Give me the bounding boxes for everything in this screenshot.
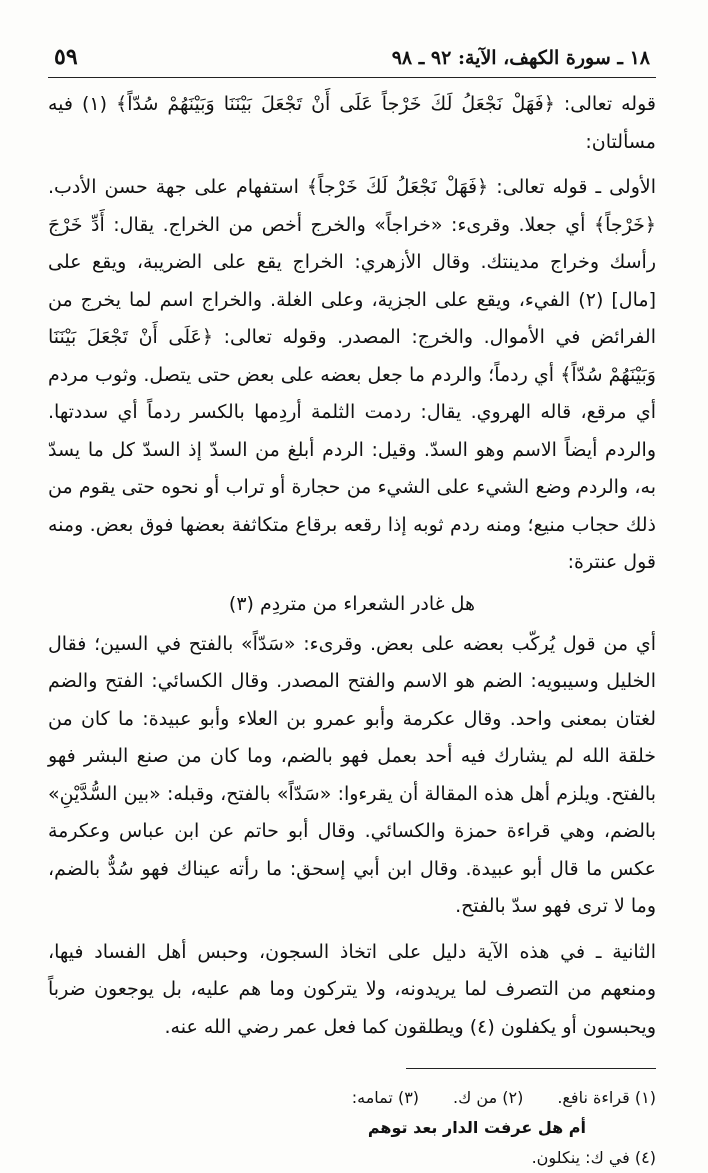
footnote-row [48, 1083, 656, 1113]
page-number: ٥٩ [54, 44, 78, 70]
running-header [48, 44, 656, 78]
footnote-3: (٣) تمامه: [351, 1088, 420, 1107]
paragraph-second-issue: الثانية ـ في هذه الآية دليل على اتخاذ السجون، وحبس أهل الفساد فيها، ومنعهم من التصرف لما يريدونه، ولا يتركون وما هم عليه، بل يوجعون ضرباً ويحبسون أو يكفلون (٤) ويطلقون كما فعل عمر رضي الله عنه. [48, 940, 656, 1038]
paragraph-intro: قوله تعالى: ﴿فَهَلْ نَجْعَلُ لَكَ خَرْجاً عَلَى أَنْ تَجْعَلَ بَيْنَنَا وَبَيْنَهُمْ سُدّاً﴾ (١) فيه مسألتان: [48, 93, 656, 153]
footnote-1: (١) قراءة نافع. [557, 1088, 656, 1107]
footnote-4: (٤) في ك: ينكلون. [531, 1148, 656, 1167]
paragraph-first-issue: الأولى ـ قوله تعالى: ﴿فَهَلْ نَجْعَلُ لَكَ خَرْجاً﴾ استفهام على جهة حسن الأدب. ﴿خَرْجاً﴾ أي جعلا. وقرىء: «خراجاً» والخرج أخص من الخراج. يقال: أَدِّ خَرْجَ رأسك وخراج مدينتك. وقال الأزهري: الخراج يقع على الضريبة، ويقع على [مال] (٢) الفيء، ويقع على الجزية، وعلى الغلة. والخراج اسم لما يخرج من الفرائض في الأموال. والخرج: المصدر. وقوله تعالى: ﴿عَلَى أَنْ تَجْعَلَ بَيْنَنَا وَبَيْنَهُمْ سُدّاً﴾ أي ردماً؛ والردم ما جعل بعضه على بعض حتى يتصل. وثوب مردم أي مرقع، قاله الهروي. يقال: ردمت الثلمة أردِمها بالكسر ردماً أي سددتها. والردم أيضاً الاسم وهو السدّ. وقيل: الردم أبلغ من السدّ إذ السدّ كل ما يسدّ به، والردم وضع الشيء على الشيء من حجارة أو تراب أو نحوه حتى يقوم من ذلك حجاب منيع؛ ومنه ردم ثوبه إذا رقعه برقاع متكاثفة بعضها فوق بعض. ومنه قول عنترة: [48, 176, 656, 573]
footnote-divider [406, 1068, 656, 1069]
footnote-3-verse: أم هل عرفت الدار بعد توهم [367, 1118, 586, 1137]
chapter-title: ١٨ ـ سورة الكهف، الآية: ٩٢ ـ ٩٨ [391, 47, 650, 69]
paragraph-readings: أي من قول يُركّب بعضه على بعض. وقرىء: «سَدّاً» بالفتح في السين؛ فقال الخليل وسيبويه: الضم هو الاسم والفتح المصدر. وقال الكسائي: الفتح والضم لغتان بمعنى واحد. وقال عكرمة وأبو عمرو بن العلاء وأبو عبيدة: ما كان من خلقة الله لم يشارك فيه أحد بعمل فهو بالضم، وما كان من صنع البشر فهو بالفتح. ويلزم أهل هذه المقالة أن يقرءوا: «سَدّاً» بالفتح، وقبله: «بين السُّدَّيْنِ» بالضم، وهي قراءة حمزة والكسائي. وقال أبو حاتم عن ابن عباس وعكرمة عكس ما قال أبو عبيدة. وقال ابن أبي إسحق: ما رأته عيناك فهو سُدٌّ بالضم، وما لا ترى فهو سدّ بالفتح. [48, 632, 656, 917]
main-text [48, 86, 656, 1046]
footnote-2: (٢) من ك. [453, 1088, 524, 1107]
poetry-verse: هل غادر الشعراء من متردِم (٣) [228, 592, 476, 615]
